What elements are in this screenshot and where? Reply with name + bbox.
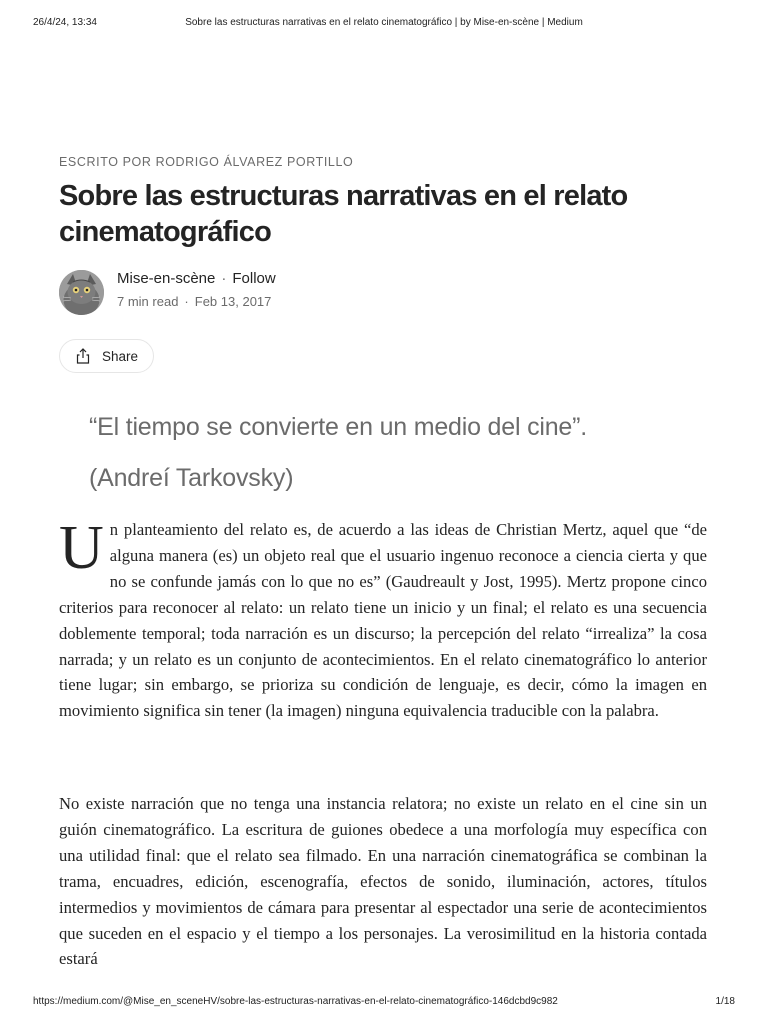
author-row <box>59 268 459 314</box>
separator-dot: · <box>221 270 227 287</box>
print-page-number: 1/18 <box>715 996 735 1007</box>
article-meta <box>117 294 271 309</box>
print-date: 26/4/24, 13:34 <box>33 17 97 28</box>
body-paragraph-1 <box>59 514 707 724</box>
follow-button[interactable]: Follow <box>232 270 276 287</box>
separator-dot: · <box>184 294 189 309</box>
pull-quote: “El tiempo se convierte en un medio del cine”. <box>89 413 588 441</box>
share-button[interactable] <box>59 339 154 373</box>
body-paragraph-2 <box>59 791 707 972</box>
publish-date: Feb 13, 2017 <box>194 294 272 309</box>
print-title: Sobre las estructuras narrativas en el relato cinematográfico | by Mise-en-scène | Medium <box>185 17 583 28</box>
paragraph-text: No existe narración que no tenga una instancia relatora; no existe un relato en el cine sin un guión cinematográfico. La escritura de guiones obedece a una morfología muy específica con una utilidad final: que el relato sea filmado. En una narración cinematográfica se combinan la trama, encuadres, edición, escenografía, efectos de sonido, iluminación, actores, títulos intermedios y movimientos de cámara para presentar al espectador una serie de acontecimientos que suceden en el espacio y el tiempo a los personajes. La verosimilitud en la historia contada estará <box>59 794 707 969</box>
share-icon <box>74 347 92 365</box>
read-time: 7 min read <box>117 294 179 309</box>
article-title: Sobre las estructuras narrativas en el relato cinematográfico <box>59 180 628 248</box>
print-url: https://medium.com/@Mise_en_sceneHV/sobre-las-estructuras-narrativas-en-el-relato-cinematográfico-146dcbd9c982 <box>33 996 558 1007</box>
pull-quote-author: (Andreí Tarkovsky) <box>89 464 294 492</box>
print-header <box>0 17 768 31</box>
print-footer <box>0 996 768 1010</box>
author-line <box>117 270 276 287</box>
cat-avatar-icon <box>59 270 104 315</box>
share-label: Share <box>102 348 139 364</box>
avatar[interactable] <box>59 270 104 315</box>
article-kicker: ESCRITO POR RODRIGO ÁLVAREZ PORTILLO <box>59 155 354 169</box>
paragraph-text: n planteamiento del relato es, de acuerdo a las ideas de Christian Mertz, aquel que “de alguna manera (es) un objeto real que el usuario ingenuo reconoce a ciencia cierta y que no se confunde jamás con lo que no es” (Gaudreault y Jost, 1995). Mertz propone cinco criterios para reconocer al relato: un relato tiene un inicio y un final; el relato es una secuencia doblemente temporal; toda narración es un discurso; la percepción del relato “irrealiza” la cosa narrada; y un relato es un conjunto de acontecimientos. En el relato cinematográfico lo anterior tiene lugar; sin embargo, se prioriza su condición de lenguaje, es decir, cómo la imagen en movimiento significa sin tener (la imagen) ninguna equivalencia traducible con la palabra. <box>59 520 707 721</box>
drop-cap: U <box>59 514 104 582</box>
author-name[interactable]: Mise-en-scène <box>117 270 216 287</box>
